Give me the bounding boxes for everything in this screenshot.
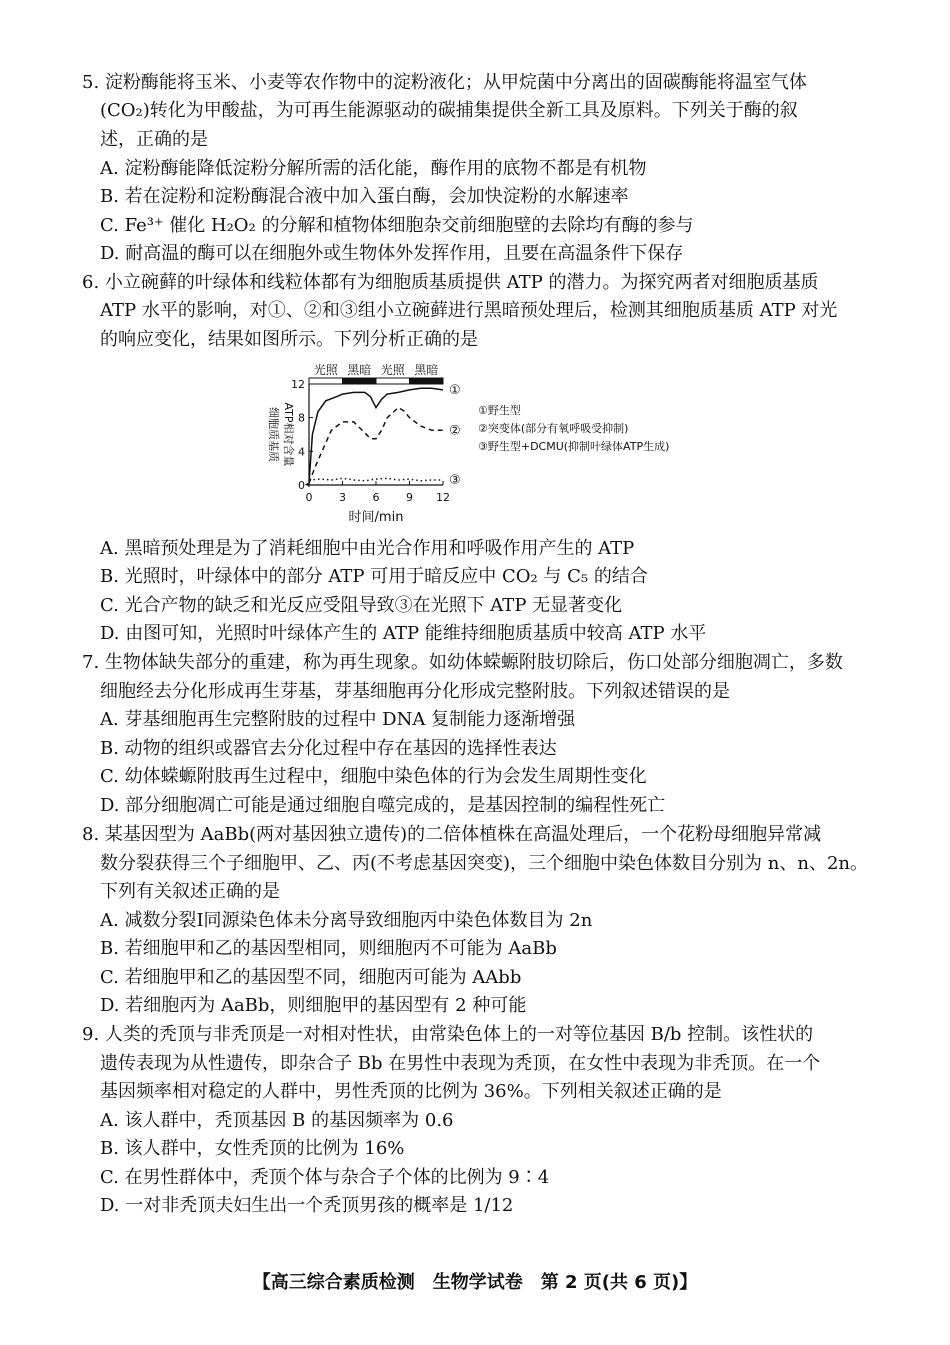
phase-bar-3 [376,378,410,384]
q7-stem-line2: 细胞经去分化形成再生芽基，芽基细胞再分化形成完整附肢。下列叙述错误的是 [100,681,730,702]
x-tick-label-3: 3 [339,491,346,504]
q9-option-b: B. 该人群中，女性秃顶的比例为 16% [100,1138,405,1159]
series-line-3 [309,478,443,481]
x-tick-label-0: 0 [305,491,313,504]
q9-stem-line3: 基因频率相对稳定的人群中，男性秃顶的比例为 36%。下列相关叙述正确的是 [100,1081,722,1102]
q9-stem-line2: 遗传表现为从性遗传，即杂合子 Bb 在男性中表现为秃顶，在女性中表现为非秃顶。在一个 [100,1053,821,1074]
atp-chart [250,352,720,532]
legend-entry-1: ①野生型 [478,404,521,417]
q6-option-b: B. 光照时，叶绿体中的部分 ATP 可用于暗反应中 CO₂ 与 C₅ 的结合 [100,566,648,587]
q7-option-a: A. 芽基细胞再生完整附肢的过程中 DNA 复制能力逐渐增强 [100,709,576,730]
q8-option-d: D. 若细胞丙为 AaBb，则细胞甲的基因型有 2 种可能 [100,995,527,1016]
q8-stem-line1: 8. 某基因型为 AaBb(两对基因独立遗传)的二倍体植株在高温处理后，一个花粉母细胞异常减 [82,824,822,845]
q8-option-c: C. 若细胞甲和乙的基因型不同，细胞丙可能为 AAbb [100,967,522,988]
phase-label-4: 黑暗 [414,363,439,377]
legend-entry-2: ②突变体(部分有氧呼吸受抑制) [478,422,629,435]
series-marker-1: ① [449,382,461,398]
series-line-1 [306,388,443,485]
q5-stem-line1: 5. 淀粉酶能将玉米、小麦等农作物中的淀粉液化；从甲烷菌中分离出的固碳酶能将温室气体 [82,72,807,93]
legend-entry-3: ③野生型+DCMU(抑制叶绿体ATP生成) [478,440,670,453]
y-tick-label-0: 0 [298,479,305,492]
page-footer: 【高三综合素质检测 生物学试卷 第 2 页(共 6 页)】 [252,1272,698,1293]
q9-option-d: D. 一对非秃顶夫妇生出一个秃顶男孩的概率是 1/12 [100,1195,514,1216]
phase-bar-1 [309,378,343,384]
x-tick-label-12: 12 [436,491,450,504]
y-axis-title-line1: 细胞质基质 [267,407,280,462]
x-axis-title: 时间/min [348,510,404,525]
series-marker-2: ② [449,423,461,439]
y-tick-label-8: 8 [298,411,305,425]
q9-stem-line1: 9. 人类的秃顶与非秃顶是一对相对性状，由常染色体上的一对等位基因 B/b 控制。该性状的 [82,1024,814,1045]
q9-option-a: A. 该人群中，秃顶基因 B 的基因频率为 0.6 [100,1110,454,1131]
q8-stem-line2: 数分裂获得三个子细胞甲、乙、丙(不考虑基因突变)，三个细胞中染色体数目分别为 n、n、2n。 [100,853,868,874]
series-marker-3: ③ [449,472,461,488]
y-axis-title-line2: ATP相对含量 [282,402,295,467]
y-tick-label-12: 12 [291,378,305,391]
q7-option-d: D. 部分细胞凋亡可能是通过细胞自噬完成的，是基因控制的编程性死亡 [100,795,666,816]
series-line-2 [309,408,443,484]
q6-option-c: C. 光合产物的缺乏和光反应受阻导致③在光照下 ATP 无显著变化 [100,595,623,616]
q5-option-b: B. 若在淀粉和淀粉酶混合液中加入蛋白酶，会加快淀粉的水解速率 [100,186,629,207]
q8-option-b: B. 若细胞甲和乙的基因型相同，则细胞丙不可能为 AaBb [100,938,557,959]
y-tick-label-4: 4 [298,445,305,459]
q5-stem-line2: (CO₂)转化为甲酸盐，为可再生能源驱动的碳捕集提供全新工具及原料。下列关于酶的叙 [100,100,798,121]
q9-option-c: C. 在男性群体中，秃顶个体与杂合子个体的比例为 9∶4 [100,1167,550,1188]
phase-label-3: 光照 [380,363,405,377]
q5-stem-line3: 述，正确的是 [100,129,208,150]
q8-stem-line3: 下列有关叙述正确的是 [100,881,280,902]
q8-option-a: A. 减数分裂Ⅰ同源染色体未分离导致细胞丙中染色体数目为 2n [100,910,593,931]
phase-label-2: 黑暗 [347,363,372,377]
phase-bar-4 [410,378,444,384]
q7-stem-line1: 7. 生物体缺失部分的重建，称为再生现象。如幼体蝾螈附肢切除后，伤口处部分细胞凋亡，多数 [82,652,843,673]
q5-option-d: D. 耐高温的酶可以在细胞外或生物体外发挥作用，且要在高温条件下保存 [100,243,684,264]
q5-option-c: C. Fe³⁺ 催化 H₂O₂ 的分解和植物体细胞杂交前细胞壁的去除均有酶的参与 [100,215,694,236]
q6-stem-line2: ATP 水平的影响，对①、②和③组小立碗藓进行黑暗预处理后，检测其细胞质基质 ATP 对光 [100,300,838,321]
q7-option-b: B. 动物的组织或器官去分化过程中存在基因的选择性表达 [100,738,557,759]
q6-option-a: A. 黑暗预处理是为了消耗细胞中由光合作用和呼吸作用产生的 ATP [100,538,635,559]
q5-option-a: A. 淀粉酶能降低淀粉分解所需的活化能，酶作用的底物不都是有机物 [100,158,647,179]
phase-bar-2 [343,378,377,384]
q6-stem-line1: 6. 小立碗藓的叶绿体和线粒体都有为细胞质基质提供 ATP 的潜力。为探究两者对细胞质基质 [82,272,819,293]
atp-chart-figure [250,352,720,532]
q6-stem-line3: 的响应变化，结果如图所示。下列分析正确的是 [100,329,478,350]
x-tick-label-9: 9 [406,491,413,504]
q7-option-c: C. 幼体蝾螈附肢再生过程中，细胞中染色体的行为会发生周期性变化 [100,766,647,787]
q6-option-d: D. 由图可知，光照时叶绿体产生的 ATP 能维持细胞质基质中较高 ATP 水平 [100,623,707,644]
x-tick-label-6: 6 [372,491,380,504]
phase-label-1: 光照 [313,363,338,377]
